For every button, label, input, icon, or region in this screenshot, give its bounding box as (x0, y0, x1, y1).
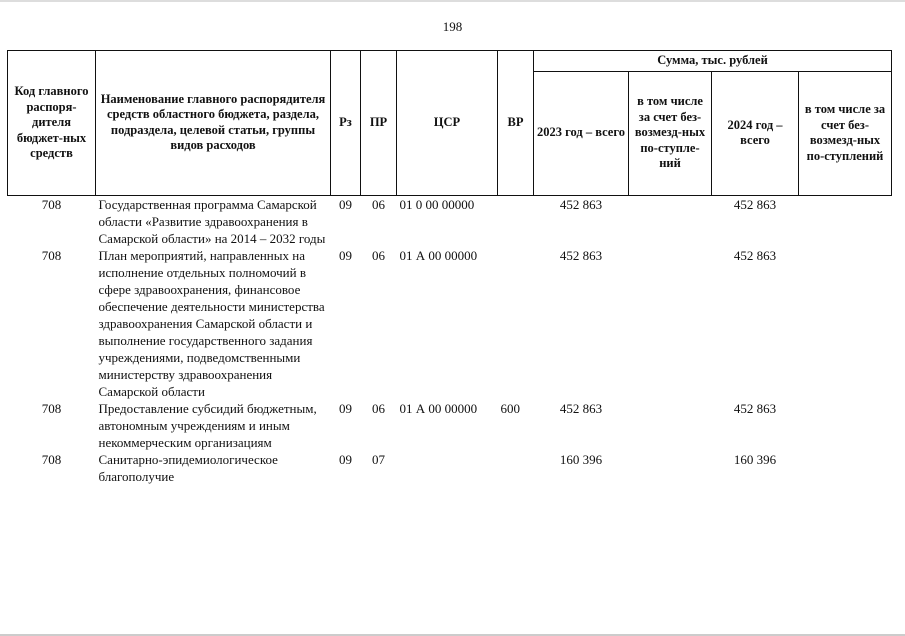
header-name: Наименование главного распорядителя средств областного бюджета, раздела, подраздела, целевой статьи, группы видов расходов (96, 51, 331, 196)
cell-csr (397, 451, 498, 485)
cell-2024-total: 452 863 (733, 247, 777, 263)
cell-2023-total: 160 396 (559, 451, 603, 467)
budget-table (7, 50, 892, 485)
cell-2023-free (629, 195, 712, 247)
cell-pr: 07 (372, 451, 385, 467)
cell-code: 708 (41, 400, 62, 416)
cell-code: 708 (41, 247, 62, 263)
cell-vr (498, 451, 534, 485)
header-2023-free: в том числе за счет без-возмезд-ных по-ступле-ний (629, 71, 712, 195)
cell-csr: 01 А 00 00000 (399, 247, 478, 263)
cell-2023-free (629, 451, 712, 485)
table-row (8, 195, 892, 247)
cell-2024-free (799, 247, 892, 400)
cell-vr (498, 195, 534, 247)
table-row (8, 247, 892, 400)
cell-pr: 06 (372, 400, 385, 416)
header-vr: ВР (498, 51, 534, 196)
cell-2024-free (799, 195, 892, 247)
cell-name: План мероприятий, направленных на исполнение отдельных полномочий в сфере здравоохранения, финансовое обеспечение деятельности министерства здравоохранения Самарской области и выполнение государственного задания учреждениями, подведомственными министерству здравоохранения Самарской области (98, 247, 325, 399)
header-2023-total: 2023 год – всего (534, 71, 629, 195)
cell-2024-total: 452 863 (733, 400, 777, 416)
cell-csr: 01 А 00 00000 (399, 400, 478, 416)
cell-vr: 600 (500, 400, 520, 416)
header-2024-free: в том числе за счет без-возмезд-ных по-ступлений (799, 71, 892, 195)
cell-pr: 06 (372, 196, 385, 212)
header-pr: ПР (361, 51, 397, 196)
cell-2023-total: 452 863 (559, 247, 603, 263)
header-sum-group: Сумма, тыс. рублей (534, 51, 892, 72)
cell-2024-total: 452 863 (733, 196, 777, 212)
cell-2024-free (799, 451, 892, 485)
cell-code: 708 (41, 196, 62, 212)
cell-rz: 09 (339, 196, 352, 212)
table-row (8, 400, 892, 451)
cell-name: Государственная программа Самарской области «Развитие здравоохранения в Самарской области» на 2014 – 2032 годы (98, 196, 326, 246)
cell-code: 708 (41, 451, 62, 467)
header-2024-total: 2024 год – всего (712, 71, 799, 195)
header-code: Код главного распоря-дителя бюджет-ных средств (8, 51, 96, 196)
cell-csr: 01 0 00 00000 (399, 196, 475, 212)
table-row (8, 451, 892, 485)
cell-rz: 09 (339, 451, 352, 467)
cell-2023-total: 452 863 (559, 400, 603, 416)
cell-2024-free (799, 400, 892, 451)
header-csr: ЦСР (397, 51, 498, 196)
cell-name: Санитарно-эпидемиологическое благополучие (98, 451, 278, 484)
page-number: 198 (442, 19, 463, 34)
cell-vr (498, 247, 534, 400)
cell-rz: 09 (339, 400, 352, 416)
cell-2023-free (629, 247, 712, 400)
cell-2023-total: 452 863 (559, 196, 603, 212)
cell-2024-total: 160 396 (733, 451, 777, 467)
cell-2023-free (629, 400, 712, 451)
cell-name: Предоставление субсидий бюджетным, автономным учреждениям и иным некоммерческим организациям (98, 400, 317, 450)
cell-rz: 09 (339, 247, 352, 263)
scan-edge-top (0, 0, 905, 2)
header-rz: Рз (331, 51, 361, 196)
cell-pr: 06 (372, 247, 385, 263)
